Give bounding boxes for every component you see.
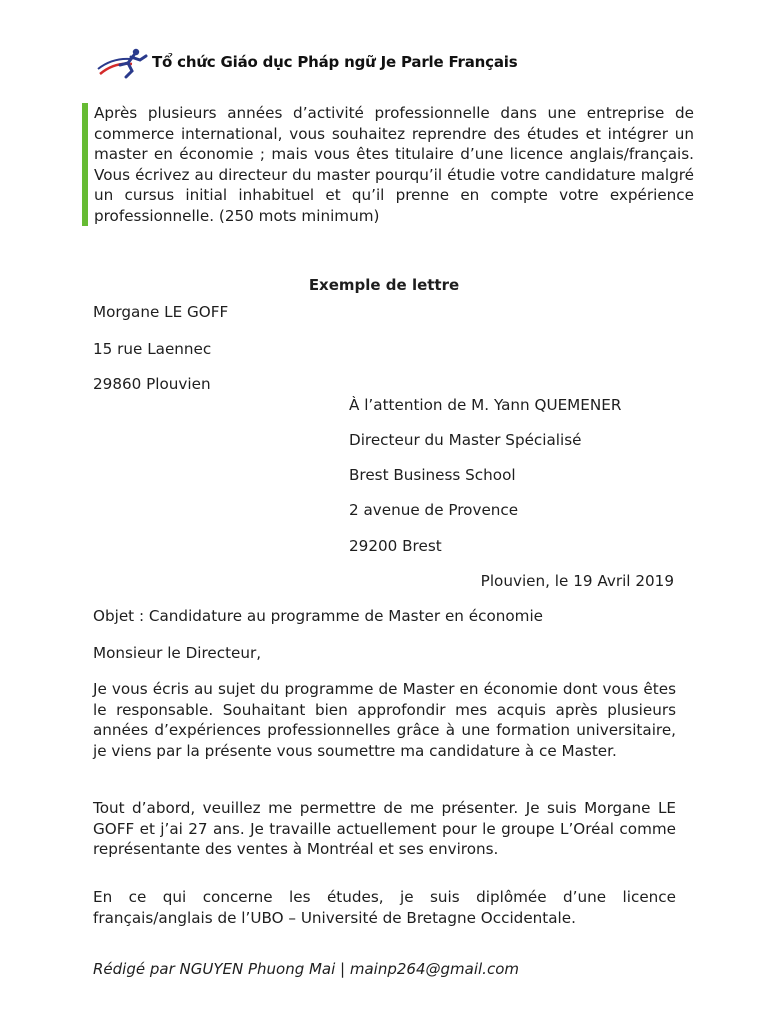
- footer: Rédigé par NGUYEN Phuong Mai | mainp264@gmail.com: [93, 960, 519, 978]
- paragraph: Je vous écris au sujet du programme de Master en économie dont vous êtes le responsable. Souhaitant bien approfondir mes acquis après plusieurs années d’expériences professionnelles grâce à une formation universitaire, je viens par la présente vous soumettre ma candidature à ce Master.: [93, 680, 676, 760]
- assignment-prompt: Après plusieurs années d’activité professionnelle dans une entreprise de commerce international, vous souhaitez reprendre des études et intégrer un master en économie ; mais vous êtes titulaire d’une licence anglais/français. Vous écrivez au directeur du master pourqu’il étudie votre candidature malgré un cursus initial inhabituel et qu’il prenne en compte votre expérience professionnelle. (250 mots minimum): [82, 103, 694, 226]
- sender-city: 29860 Plouvien: [93, 375, 211, 393]
- recipient-attention: À l’attention de M. Yann QUEMENER: [349, 396, 622, 414]
- example-title: Exemple de lettre: [308, 276, 460, 294]
- paragraph: Tout d’abord, veuillez me permettre de me présenter. Je suis Morgane LE GOFF et j’ai 27 ans. Je travaille actuellement pour le groupe L’Oréal comme représentante des ventes à Montréal et ses environs.: [93, 799, 676, 858]
- letter-subject: Objet : Candidature au programme de Master en économie: [93, 607, 544, 625]
- recipient-school: Brest Business School: [349, 466, 516, 484]
- salutation: Monsieur le Directeur,: [93, 644, 262, 662]
- runner-logo-icon: [96, 44, 152, 80]
- recipient-city: 29200 Brest: [349, 537, 442, 555]
- paragraph: En ce qui concerne les études, je suis diplômée d’une licence français/anglais de l’UBO – Université de Bretagne Occidentale.: [93, 888, 676, 927]
- organization-name: Tổ chức Giáo dục Pháp ngữ Je Parle Français: [152, 53, 518, 71]
- recipient-street: 2 avenue de Provence: [349, 501, 519, 519]
- header: [96, 42, 517, 82]
- sender-name: Morgane LE GOFF: [93, 303, 229, 321]
- recipient-title: Directeur du Master Spécialisé: [349, 431, 582, 449]
- letter-date: Plouvien, le 19 Avril 2019: [480, 572, 674, 590]
- sender-street: 15 rue Laennec: [93, 340, 212, 358]
